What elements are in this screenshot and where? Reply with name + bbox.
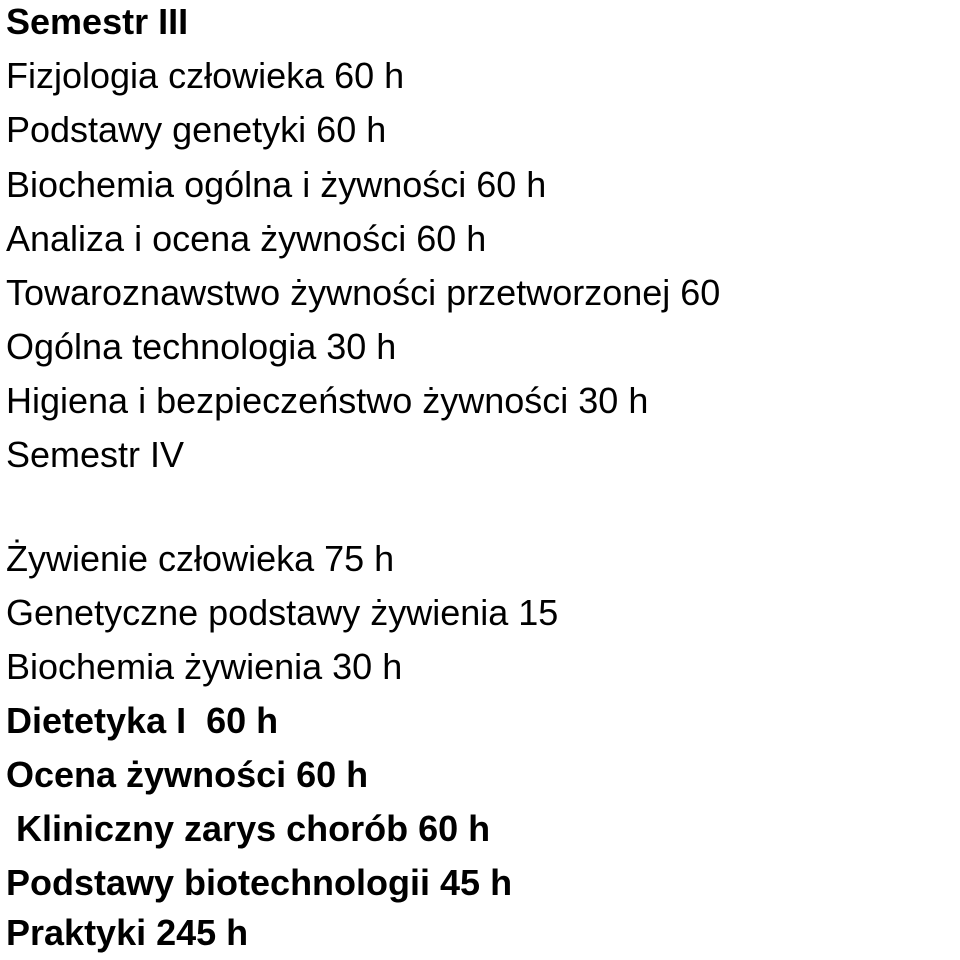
course-item: Dietetyka I 60 h xyxy=(6,700,279,741)
course-item: Fizjologia człowieka 60 h xyxy=(6,55,405,96)
course-item: Higiena i bezpieczeństwo żywności 30 h xyxy=(6,380,649,421)
course-item: Analiza i ocena żywności 60 h xyxy=(6,218,487,259)
course-item: Biochemia żywienia 30 h xyxy=(6,646,403,687)
course-item: Podstawy genetyki 60 h xyxy=(6,109,387,150)
course-item: Towaroznawstwo żywności przetworzonej 60 xyxy=(6,272,721,313)
course-item: Ogólna technologia 30 h xyxy=(6,326,397,367)
course-item: Żywienie człowieka 75 h xyxy=(6,538,395,579)
course-item: Genetyczne podstawy żywienia 15 xyxy=(6,592,559,633)
course-item: Praktyki 245 h xyxy=(6,912,249,953)
semester-heading: Semestr III xyxy=(6,1,189,42)
semester-heading: Semestr IV xyxy=(6,434,185,475)
course-item: Podstawy biotechnologii 45 h xyxy=(6,862,513,903)
course-item: Kliniczny zarys chorób 60 h xyxy=(6,808,491,849)
course-item: Biochemia ogólna i żywności 60 h xyxy=(6,164,547,205)
course-item: Ocena żywności 60 h xyxy=(6,754,369,795)
